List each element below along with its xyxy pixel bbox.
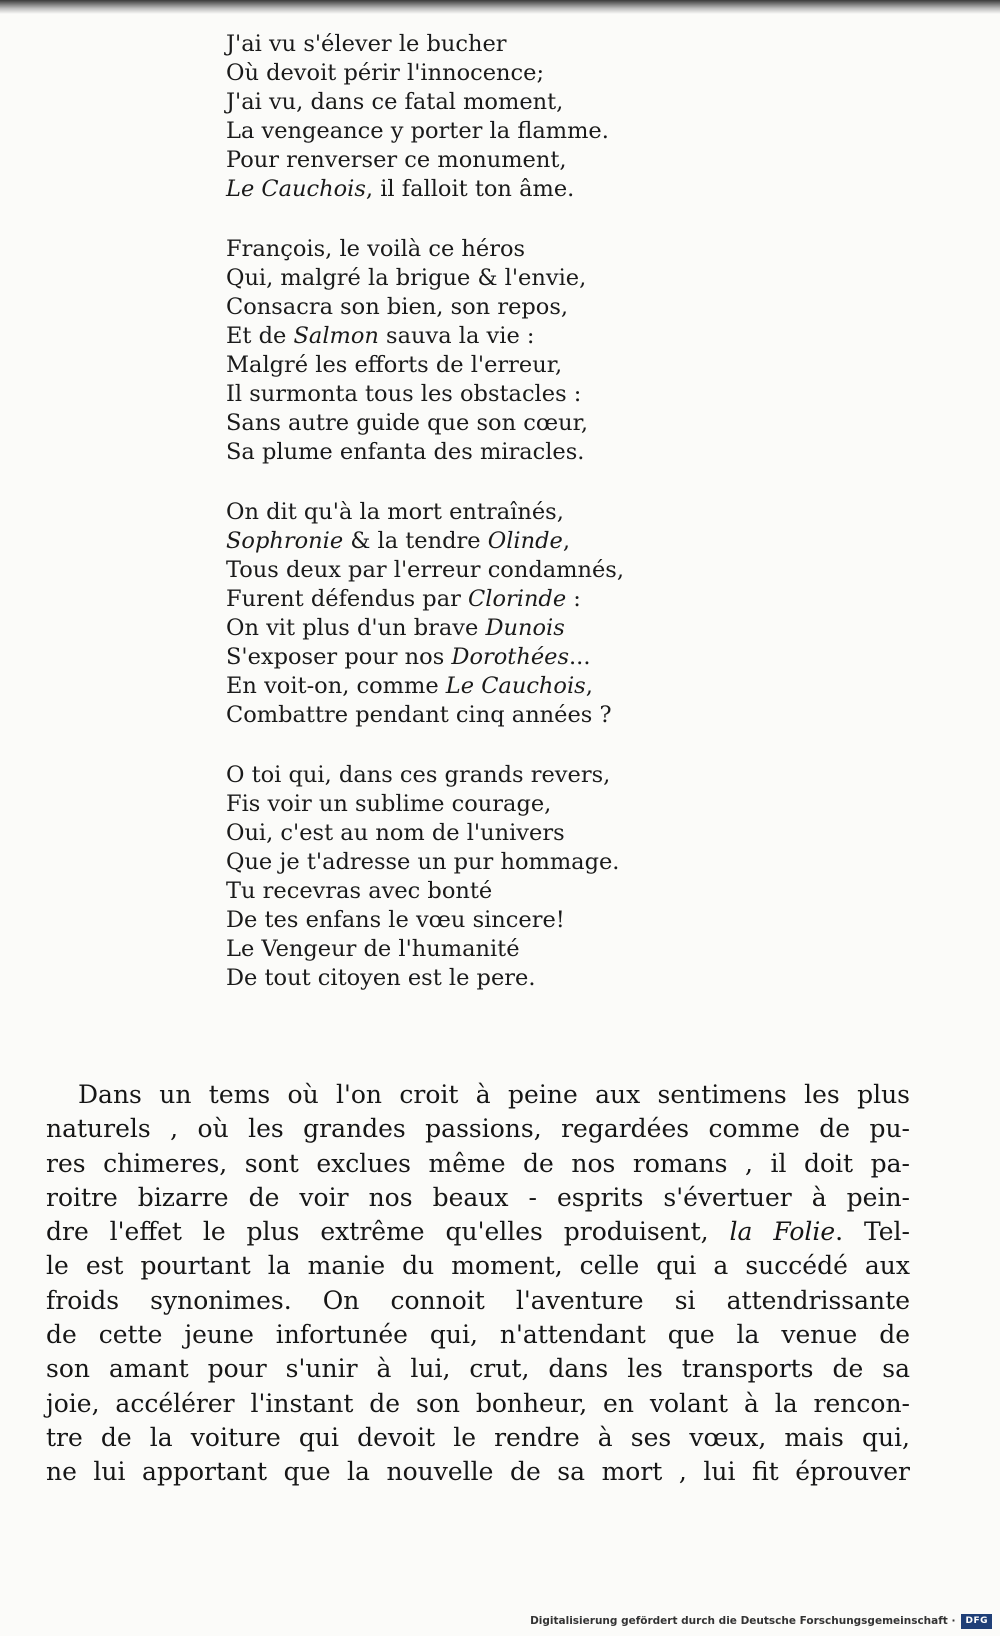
verse-text: , xyxy=(585,673,593,699)
verse-text: & la tendre xyxy=(343,528,488,554)
prose-line: res chimeres, sont exclues même de nos romans , il doit pa- xyxy=(46,1148,910,1178)
verse-line: Sa plume enfanta des miracles. xyxy=(226,439,585,465)
italic-name: Clorinde xyxy=(468,586,567,612)
verse-line xyxy=(226,175,686,204)
italic-name: Dorothées xyxy=(451,644,570,670)
verse-line: Il surmonta tous les obstacles : xyxy=(226,381,582,407)
prose-line: son amant pour s'unir à lui, crut, dans les transports de sa xyxy=(46,1354,910,1384)
italic-name: Olinde xyxy=(487,528,563,554)
stanza xyxy=(226,498,686,730)
poem xyxy=(226,30,686,1024)
verse-line: Consacra son bien, son repos, xyxy=(226,294,569,320)
verse-line xyxy=(226,614,686,643)
prose-line: naturels , où les grandes passions, regardées comme de pu- xyxy=(46,1114,910,1144)
verse-line: La vengeance y porter la flamme. xyxy=(226,118,609,144)
verse-line: Combattre pendant cinq années ? xyxy=(226,702,612,728)
verse-text: Furent défendus par xyxy=(226,586,469,612)
verse-line: François, le voilà ce héros xyxy=(226,236,526,262)
verse-line: On dit qu'à la mort entraînés, xyxy=(226,499,564,525)
verse-line: Tous deux par l'erreur condamnés, xyxy=(226,557,624,583)
prose-line: roitre bizarre de voir nos beaux - esprits s'évertuer à pein- xyxy=(46,1182,910,1212)
prose-paragraph xyxy=(46,1078,910,1490)
verse-text: sauva la vie : xyxy=(378,323,535,349)
verse-text: : xyxy=(566,586,581,612)
stanza xyxy=(226,30,686,204)
prose-line: ne lui apportant que la nouvelle de sa mort , lui fit éprouver xyxy=(46,1457,910,1487)
verse-line: De tes enfans le vœu sincere! xyxy=(226,907,565,933)
verse-line: Où devoit périr l'innocence; xyxy=(226,60,545,86)
verse-line: Sans autre guide que son cœur, xyxy=(226,410,589,436)
verse-text: , il falloit ton âme. xyxy=(365,176,575,202)
italic-name: Sophronie xyxy=(226,528,344,554)
verse-line xyxy=(226,672,686,701)
verse-line: Tu recevras avec bonté xyxy=(226,878,493,904)
credit-text: Digitalisierung gefördert durch die Deutsche Forschungsgemeinschaft · xyxy=(530,1615,956,1627)
verse-text: En voit-on, comme xyxy=(226,673,446,699)
prose-line xyxy=(46,1215,910,1249)
prose-text: dre l'effet le plus extrême qu'elles produisent, xyxy=(46,1217,730,1247)
italic-name: Dunois xyxy=(485,615,565,641)
prose-line: de cette jeune infortunée qui, n'attendant que la venue de xyxy=(46,1320,910,1350)
verse-text: Et de xyxy=(226,323,294,349)
stanza xyxy=(226,761,686,993)
dfg-logo: DFG xyxy=(961,1614,992,1629)
verse-line: Pour renverser ce monument, xyxy=(226,147,567,173)
verse-line: J'ai vu, dans ce fatal moment, xyxy=(226,89,564,115)
page-edge-shadow xyxy=(0,0,1000,14)
verse-text: ... xyxy=(569,644,591,670)
verse-line: De tout citoyen est le pere. xyxy=(226,965,536,991)
italic-name: Le Cauchois xyxy=(445,673,586,699)
verse-text: , xyxy=(562,528,570,554)
digitization-credit xyxy=(530,1612,992,1630)
verse-line xyxy=(226,643,686,672)
stanza xyxy=(226,235,686,467)
verse-text: On vit plus d'un brave xyxy=(226,615,486,641)
prose-line: froids synonimes. On connoit l'aventure si attendrissante xyxy=(46,1285,910,1315)
verse-line: J'ai vu s'élever le bucher xyxy=(226,31,507,57)
verse-line xyxy=(226,527,686,556)
italic-name: Le Cauchois xyxy=(226,176,366,202)
prose-line: Dans un tems où l'on croit à peine aux sentimens les plus xyxy=(78,1080,910,1109)
prose-text: . Tel- xyxy=(835,1217,911,1247)
prose-line: tre de la voiture qui devoit le rendre à ses vœux, mais qui, xyxy=(46,1422,910,1452)
italic-name: Salmon xyxy=(293,323,379,349)
verse-line: Malgré les efforts de l'erreur, xyxy=(226,352,563,378)
verse-line xyxy=(226,585,686,614)
italic-term: la Folie xyxy=(729,1217,836,1247)
verse-line: Oui, c'est au nom de l'univers xyxy=(226,820,565,846)
verse-line: Que je t'adresse un pur hommage. xyxy=(226,849,620,875)
verse-line: Le Vengeur de l'humanité xyxy=(226,936,520,962)
verse-text: S'exposer pour nos xyxy=(226,644,452,670)
prose-line: joie, accélérer l'instant de son bonheur, en volant à la rencon- xyxy=(46,1388,910,1418)
prose-line: le est pourtant la manie du moment, celle qui a succédé aux xyxy=(46,1251,910,1281)
verse-line: O toi qui, dans ces grands revers, xyxy=(226,762,611,788)
verse-line: Qui, malgré la brigue & l'envie, xyxy=(226,265,587,291)
verse-line: Fis voir un sublime courage, xyxy=(226,791,552,817)
verse-line xyxy=(226,322,686,351)
